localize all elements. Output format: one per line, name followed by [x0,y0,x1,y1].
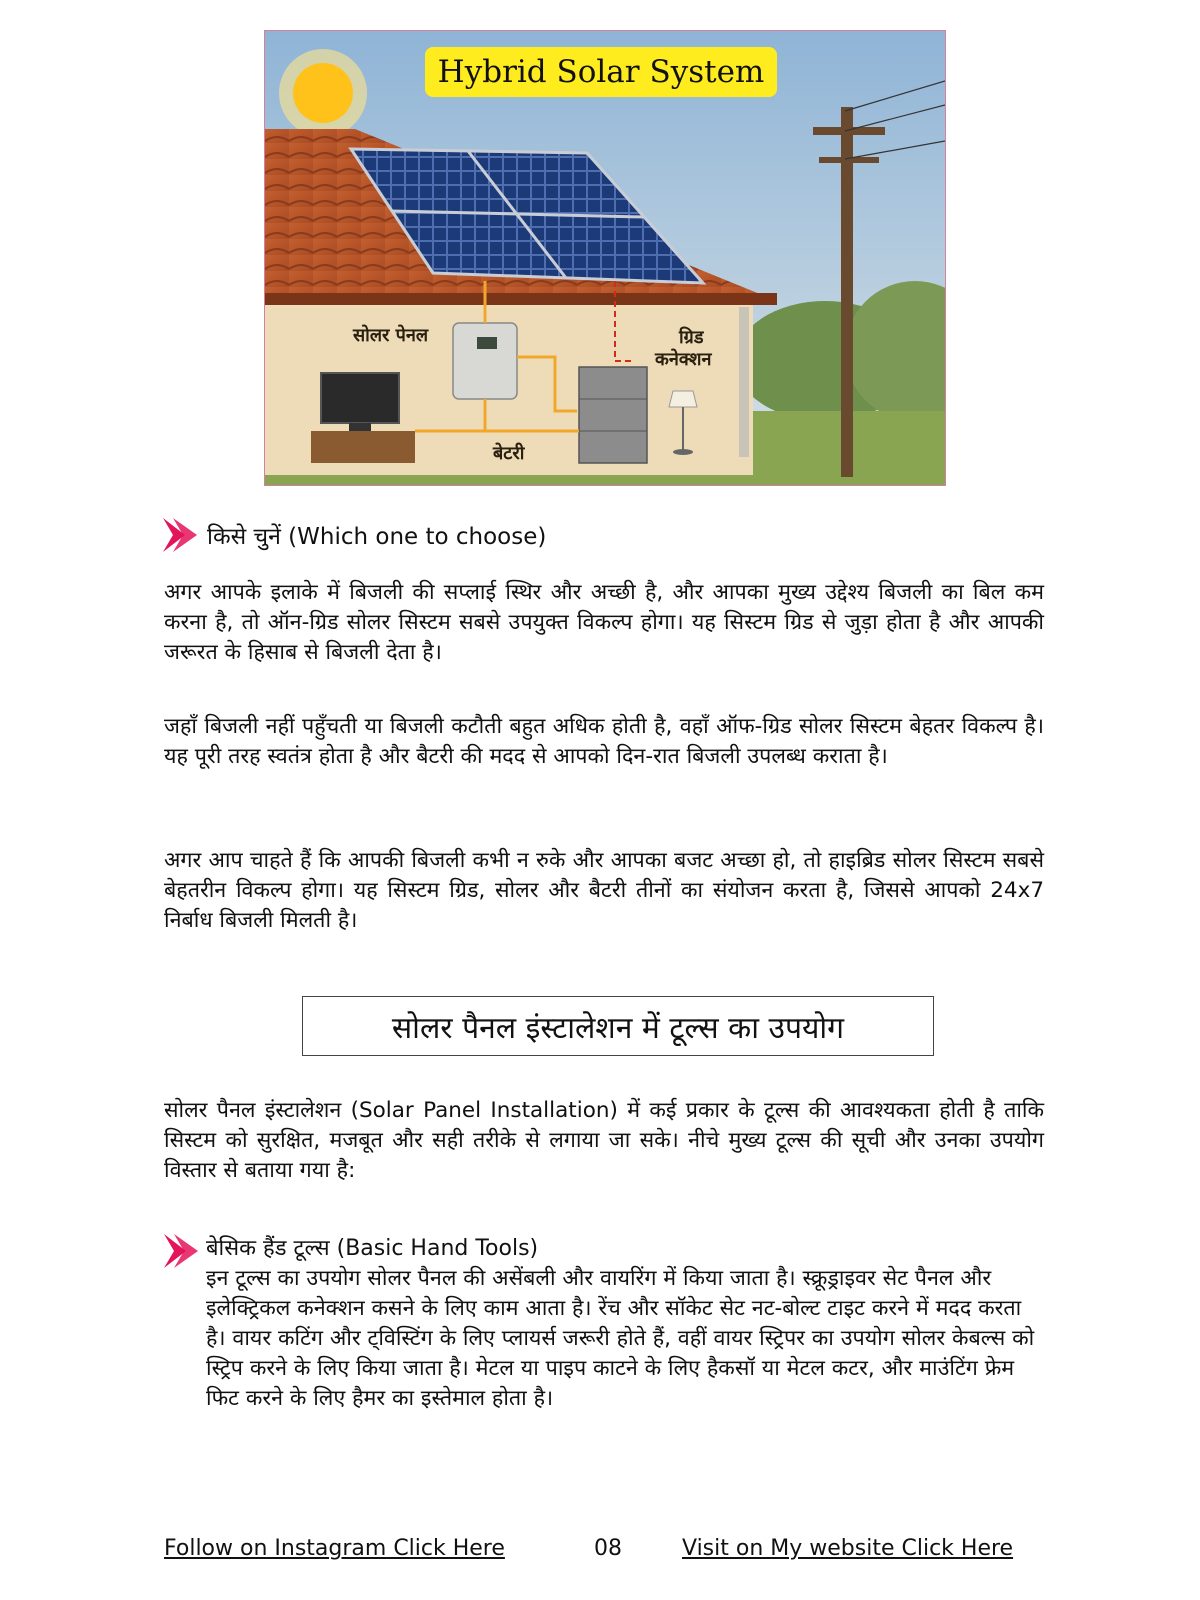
list-item-body: इन टूल्स का उपयोग सोलर पैनल की असेंबली और वायरिंग में किया जाता है। स्क्रूड्राइवर सेट पैनल और इलेक्ट्रिकल कनेक्शन कसने के लिए काम आता है। रेंच और सॉकेट सेट नट-बोल्ट टाइट करने में मदद करता है। वायर कटिंग और ट्विस्टिंग के लिए प्लायर्स जरूरी होते हैं, वहीं वायर स्ट्रिपर का उपयोग सोलर केबल्स को स्ट्रिप करने के लिए किया जाता है। मेटल या पाइप काटने के लिए हैकसॉ या मेटल कटर, और माउंटिंग फ्रेम फिट करने के लिए हैमर का इस्तेमाल होता है। [206,1266,1035,1411]
bullet-arrow-icon [163,518,201,552]
page-number: 08 [594,1536,622,1561]
roof-edge [265,293,777,305]
battery-label: बेटरी [493,443,525,464]
sun-icon [293,63,353,123]
list-item-title: बेसिक हैंड टूल्स (Basic Hand Tools) [206,1236,539,1261]
drain-pipe [739,307,749,457]
footer-instagram[interactable] [164,1536,505,1561]
section-title: सोलर पैनल इंस्टालेशन में टूल्स का उपयोग [391,1010,845,1046]
tv-stand [311,431,415,463]
paragraph-on-grid: अगर आपके इलाके में बिजली की सप्लाई स्थिर और अच्छी है, और आपका मुख्य उद्देश्य बिजली का बिल कम करना है, तो ऑन-ग्रिड सोलर सिस्टम सबसे उपयुक्त विकल्प होगा। यह सिस्टम ग्रिड से जुड़ा होता है और आपकी जरूरत के हिसाब से बिजली देता है। [164,580,1045,665]
solar-house-scene [265,31,945,485]
paragraph-hybrid: अगर आप चाहते हैं कि आपकी बिजली कभी न रुके और आपका बजट अच्छा हो, तो हाइब्रिड सोलर सिस्टम सबसे बेहतरीन विकल्प होगा। यह सिस्टम ग्रिड, सोलर और बैटरी तीनों का संयोजन करता है, जिससे आपको 24x7 निर्बाध बिजली मिलती है। [164,848,1044,933]
grid-label: ग्रिड [679,327,704,348]
solar-panel-label: सोलर पेनल [353,325,429,346]
paragraph-tools-intro: सोलर पैनल इंस्टालेशन (Solar Panel Installation) में कई प्रकार के टूल्स की आवश्यकता होती है ताकि सिस्टम को सुरक्षित, मजबूत और सही तरीके से लगाया जा सके। नीचे मुख्य टूल्स की सूची और उनका उपयोग विस्तार से बताया गया है: [164,1098,1044,1183]
paragraph-off-grid: जहाँ बिजली नहीं पहुँचती या बिजली कटौती बहुत अधिक होती है, वहाँ ऑफ-ग्रिड सोलर सिस्टम बेहतर विकल्प है। यह पूरी तरह स्वतंत्र होता है और बैटरी की मदद से आपको दिन-रात बिजली उपलब्ध कराता है। [164,714,1044,769]
section-heading-text: किसे चुनें (Which one to choose) [207,524,547,550]
tv-icon [321,373,399,431]
website-link[interactable]: Visit on My website Click Here [682,1536,1014,1561]
bullet-arrow-icon [164,1234,202,1268]
connection-label: कनेक्शन [655,349,712,370]
footer-website[interactable] [682,1536,1013,1561]
instagram-link[interactable]: Follow on Instagram Click Here [164,1536,505,1561]
inverter [453,323,517,399]
section-title-box [302,996,934,1056]
hybrid-solar-illustration [264,30,946,486]
figure-title: Hybrid Solar System [425,47,777,97]
section-heading-which-to-choose [163,518,546,552]
battery-stack [579,367,647,463]
